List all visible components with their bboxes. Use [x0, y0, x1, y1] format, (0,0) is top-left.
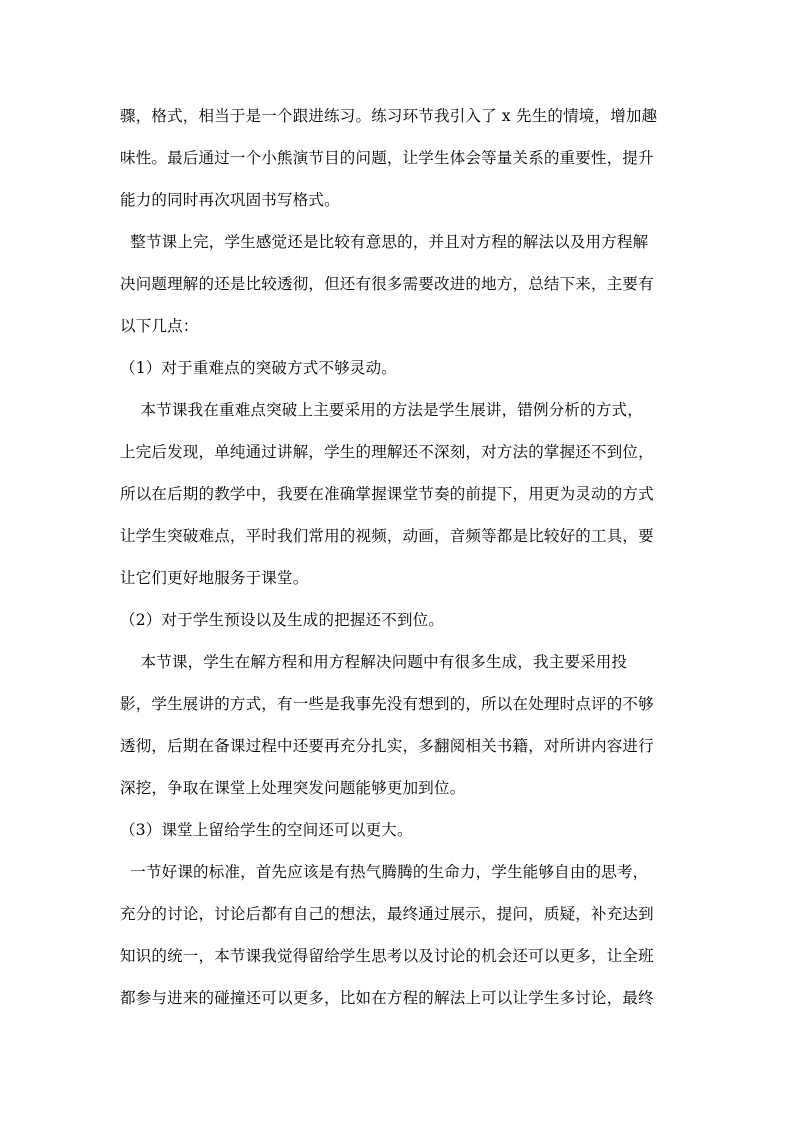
text-line-2: 味性。最后通过一个小熊演节目的问题，让学生体会等量关系的重要性，提升: [120, 149, 654, 167]
text-line-10: 所以在后期的教学中，我要在准确掌握课堂节奏的前提下，用更为灵动的方式: [120, 485, 654, 503]
text-line-17: 深挖，争取在课堂上处理突发问题能够更加到位。: [120, 779, 466, 797]
text-line-3: 能力的同时再次巩固书写格式。: [120, 191, 340, 209]
section-heading-2: （2）对于学生预设以及生成的把握还不到位。: [120, 611, 445, 629]
text-line-9: 上完后发现，单纯通过讲解，学生的理解还不深刻，对方法的掌握还不到位，: [120, 443, 654, 461]
text-line-19: 一节好课的标准，首先应该是有热气腾腾的生命力，学生能够自由的思考，: [120, 863, 649, 881]
text-line-6: 以下几点：: [120, 317, 199, 335]
text-line-5: 决问题理解的还是比较透彻，但还有很多需要改进的地方，总结下来，主要有: [120, 275, 654, 293]
text-line-1: 骤，格式，相当于是一个跟进练习。练习环节我引入了 x 先生的情境，增加趣: [120, 107, 658, 125]
text-line-4: 整节课上完，学生感觉还是比较有意思的，并且对方程的解法以及用方程解: [120, 233, 649, 251]
section-heading-3: （3）课堂上留给学生的空间还可以更大。: [120, 821, 413, 839]
text-line-21: 知识的统一，本节课我觉得留给学生思考以及讨论的机会还可以更多，让全班: [120, 947, 654, 965]
text-line-15: 影，学生展讲的方式，有一些是我事先没有想到的，所以在处理时点评的不够: [120, 695, 654, 713]
text-line-12: 让它们更好地服务于课堂。: [120, 569, 309, 587]
text-line-14: 本节课，学生在解方程和用方程解决问题中有很多生成，我主要采用投: [120, 653, 628, 671]
text-line-11: 让学生突破难点，平时我们常用的视频，动画，音频等都是比较好的工具，要: [120, 527, 654, 545]
section-heading-1: （1）对于重难点的突破方式不够灵动。: [120, 359, 397, 377]
text-line-22: 都参与进来的碰撞还可以更多，比如在方程的解法上可以让学生多讨论，最终: [120, 989, 654, 1007]
text-line-8: 本节课我在重难点突破上主要采用的方法是学生展讲，错例分析的方式，: [120, 401, 643, 419]
text-line-20: 充分的讨论，讨论后都有自己的想法，最终通过展示，提问，质疑，补充达到: [120, 905, 654, 923]
text-line-16: 透彻，后期在备课过程中还要再充分扎实，多翻阅相关书籍，对所讲内容进行: [120, 737, 654, 755]
